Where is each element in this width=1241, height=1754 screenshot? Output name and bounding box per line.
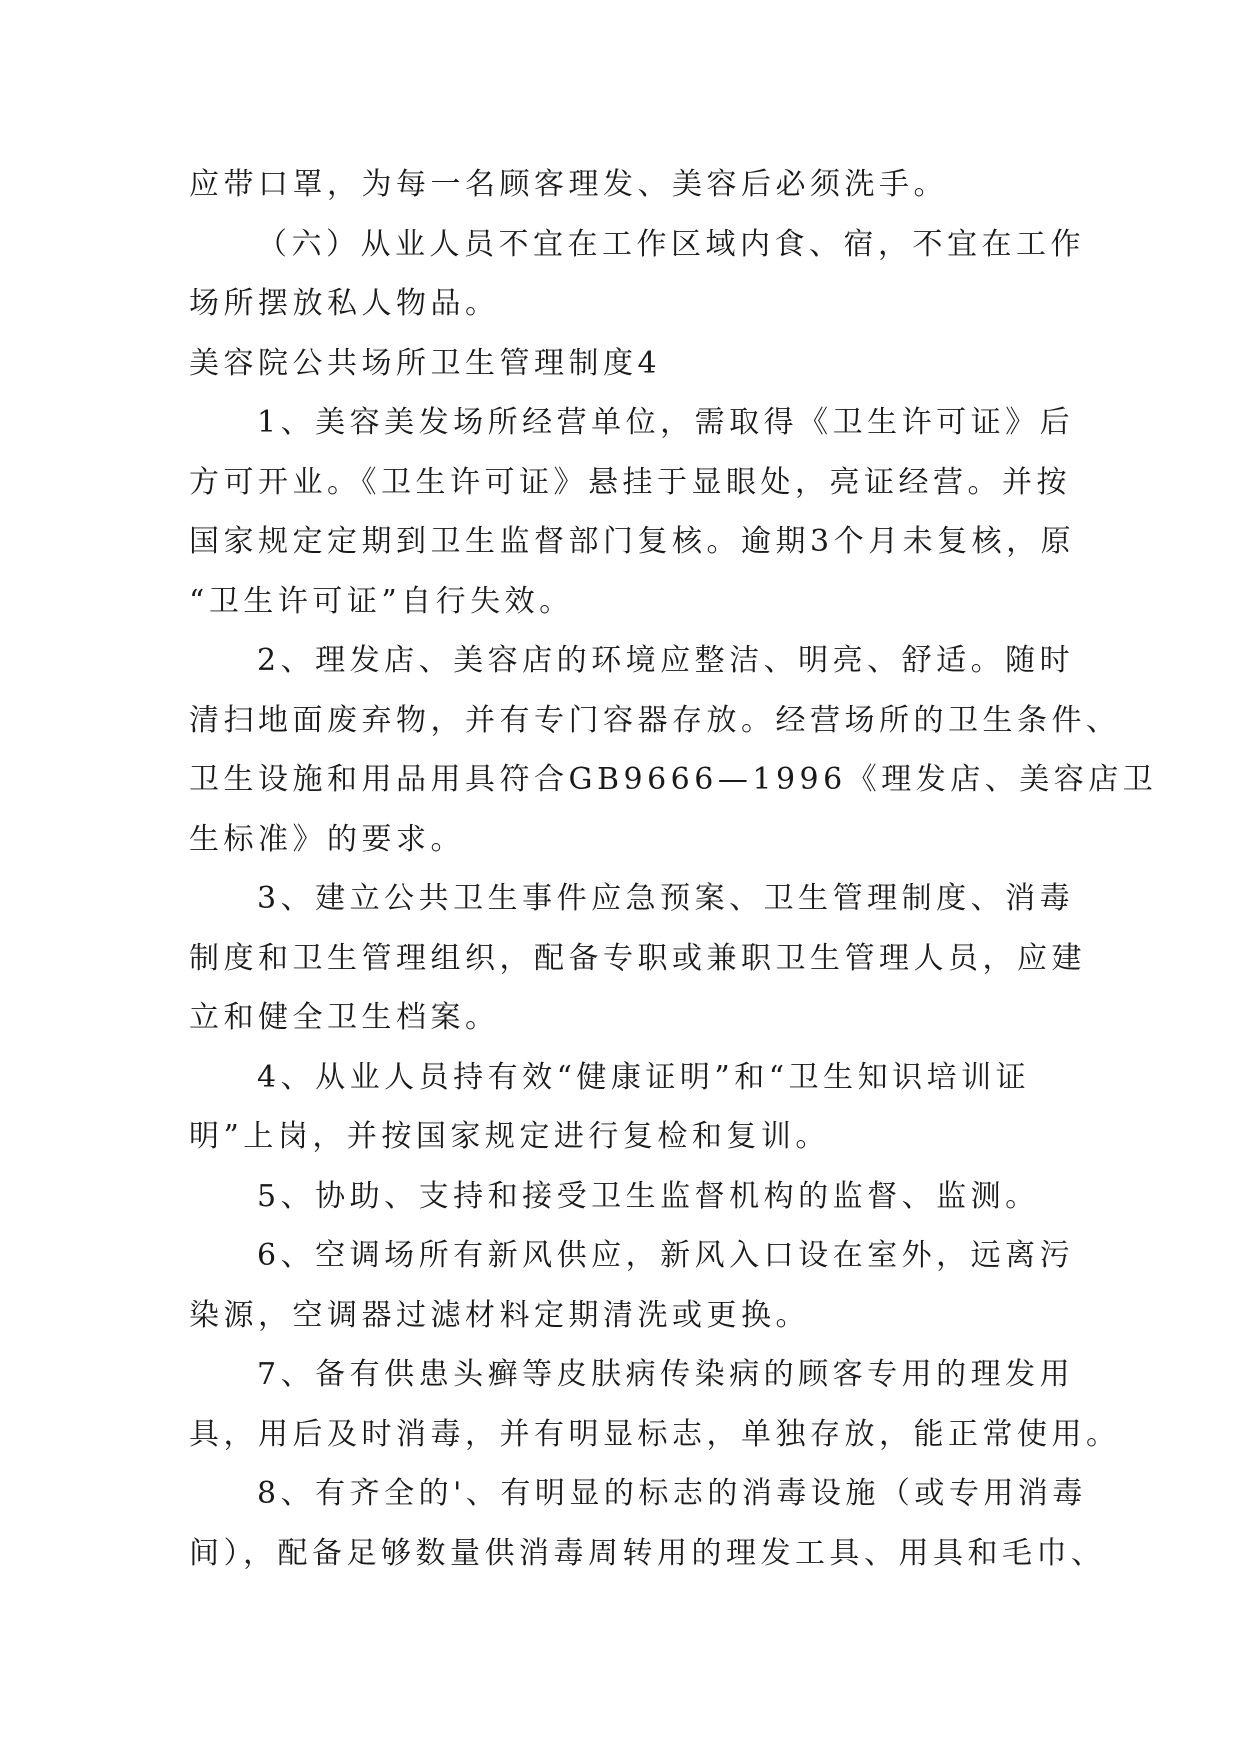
paragraph-line: 立和健全卫生档案。 xyxy=(189,1000,500,1035)
paragraph-line: 制度和卫生管理组织，配备专职或兼职卫生管理人员，应建 xyxy=(189,940,1086,976)
paragraph-line: 4、从业人员持有效“健康证明”和“卫生知识培训证 xyxy=(257,1059,1031,1095)
paragraph-line: 卫生设施和用品用具符合GB9666—1996《理发店、美容店卫 xyxy=(189,762,1158,797)
paragraph-line: 6、空调场所有新风供应，新风入口设在室外，远离污 xyxy=(257,1238,1075,1273)
paragraph-line: 清扫地面废弃物，并有专门容器存放。经营场所的卫生条件、 xyxy=(189,702,1121,738)
paragraph-line: 7、备有供患头癣等皮肤病传染病的顾客专用的理发用 xyxy=(257,1357,1075,1392)
document-body xyxy=(189,155,1158,1583)
paragraph-line: “卫生许可证”自行失效。 xyxy=(189,583,574,619)
paragraph-line: 明”上岗，并按国家规定进行复检和复训。 xyxy=(189,1119,830,1154)
paragraph-line: 场所摆放私人物品。 xyxy=(189,286,500,321)
paragraph-line: （六）从业人员不宜在工作区域内食、宿，不宜在工作 xyxy=(257,226,1085,262)
paragraph-line: 应带口罩，为每一名顾客理发、美容后必须洗手。 xyxy=(189,167,948,202)
paragraph-line: 5、协助、支持和接受卫生监督机构的监督、监测。 xyxy=(257,1178,1040,1214)
paragraph-line: 具，用后及时消毒，并有明显标志，单独存放，能正常使用。 xyxy=(189,1416,1121,1452)
paragraph-line: 生标准》的要求。 xyxy=(189,821,465,857)
paragraph-line: 间），配备足够数量供消毒周转用的理发工具、用具和毛巾、 xyxy=(189,1535,1106,1571)
paragraph-line: 国家规定定期到卫生监督部门复核。逾期3个月未复核，原 xyxy=(189,524,1076,559)
section-heading: 美容院公共场所卫生管理制度4 xyxy=(189,345,662,381)
paragraph-line: 8、有齐全的'、有明显的标志的消毒设施（或专用消毒 xyxy=(257,1476,1087,1511)
paragraph-line: 1、美容美发场所经营单位，需取得《卫生许可证》后 xyxy=(257,405,1075,440)
paragraph-line: 染源，空调器过滤材料定期清洗或更换。 xyxy=(189,1297,810,1333)
paragraph-line: 2、理发店、美容店的环境应整洁、明亮、舒适。随时 xyxy=(257,643,1075,678)
paragraph-line: 方可开业。《卫生许可证》悬挂于显眼处，亮证经营。并按 xyxy=(189,464,1071,500)
paragraph-line: 3、建立公共卫生事件应急预案、卫生管理制度、消毒 xyxy=(257,881,1075,916)
